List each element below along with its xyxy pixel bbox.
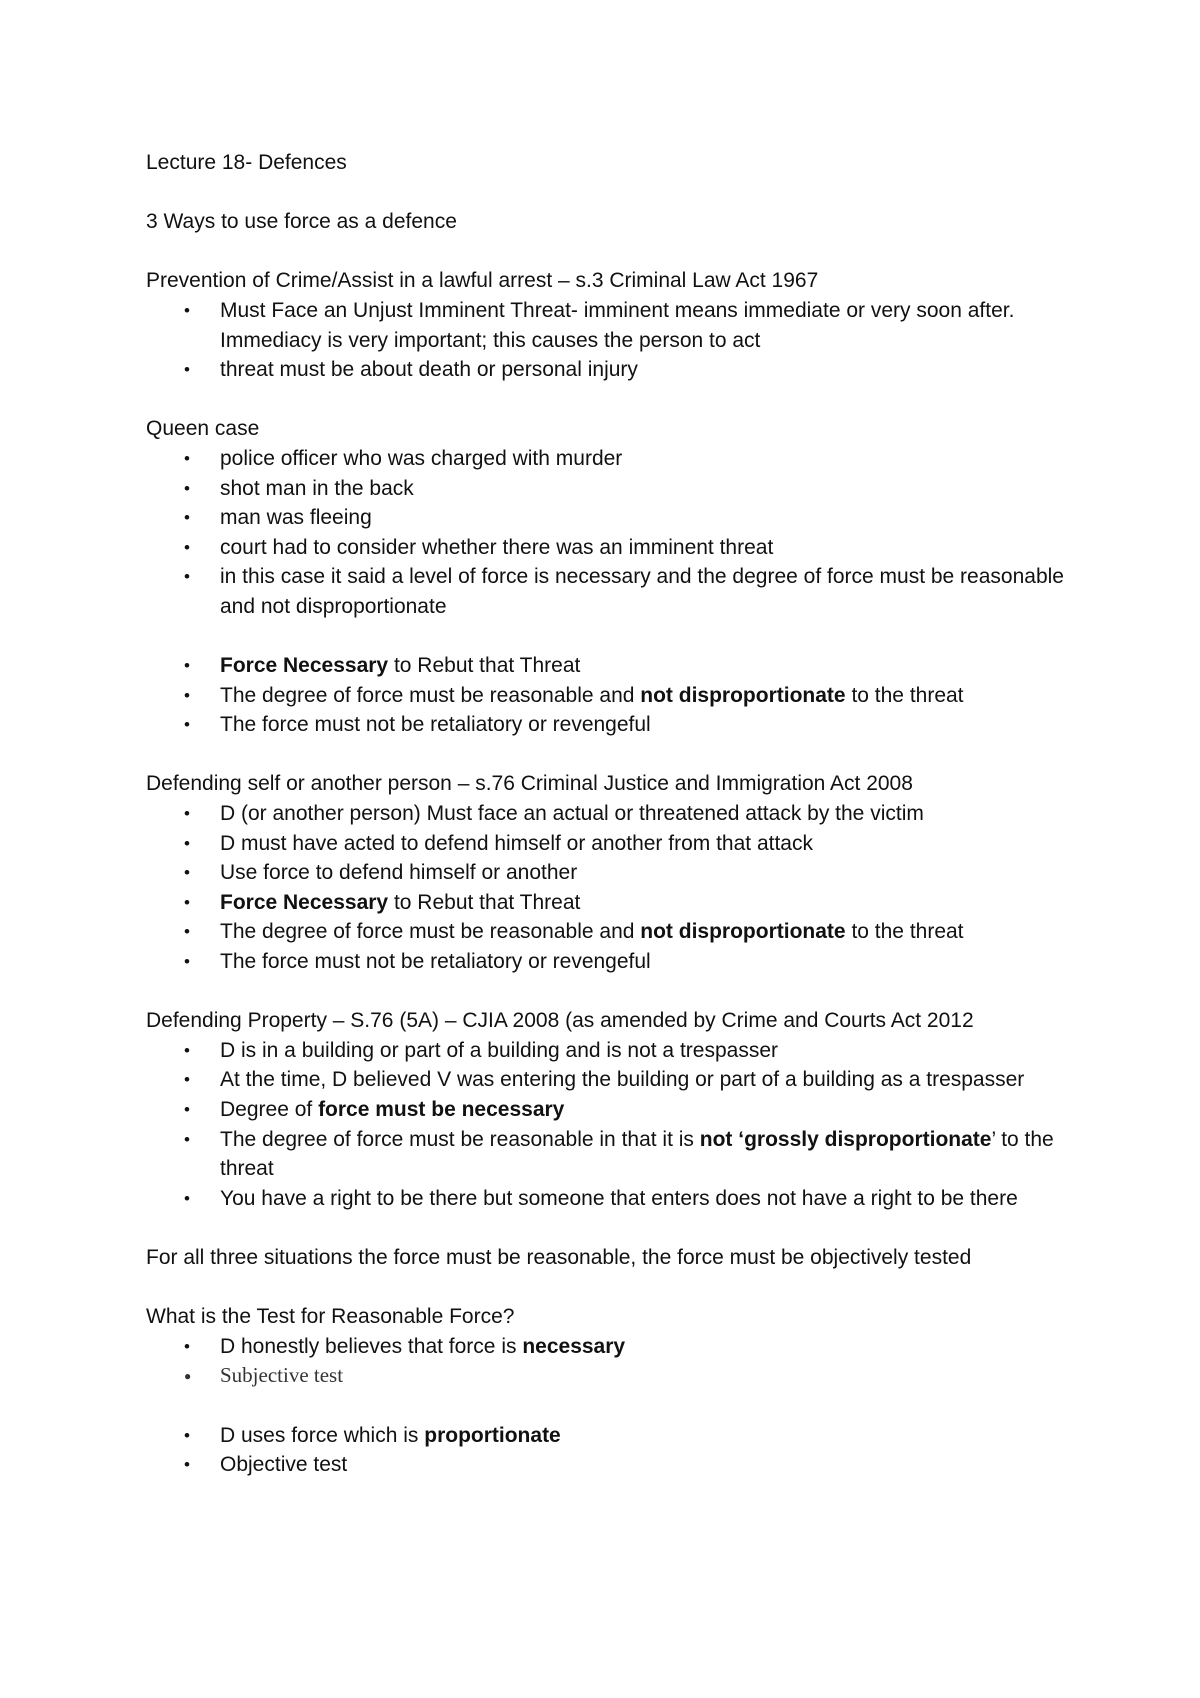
list-item: • Degree of force must be necessary (146, 1095, 1096, 1125)
list-item: • court had to consider whether there was an imminent threat (146, 533, 1096, 563)
section-property-heading: Defending Property – S.76 (5A) – CJIA 2008 (as amended by Crime and Courts Act 2012 (146, 1009, 974, 1033)
queen-case-list (146, 444, 1096, 622)
section-self-defence-list (146, 799, 1096, 977)
list-item: • police officer who was charged with murder (146, 444, 1096, 474)
document-title: Lecture 18- Defences (146, 151, 347, 174)
queen-case-criteria-list (146, 651, 1096, 740)
summary-line: For all three situations the force must be reasonable, the force must be objectively tested (146, 1245, 972, 1269)
list-item: • Must Face an Unjust Imminent Threat- imminent means immediate or very soon after. Immediacy is very important; this causes the person to act (146, 296, 1096, 355)
list-item: • D honestly believes that force is necessary (146, 1332, 1096, 1362)
list-item: • You have a right to be there but someone that enters does not have a right to be there (146, 1184, 1096, 1214)
list-item: • Force Necessary to Rebut that Threat (146, 651, 1096, 681)
test-list (146, 1332, 1096, 1391)
intro-line: 3 Ways to use force as a defence (146, 210, 457, 234)
list-item: • man was fleeing (146, 503, 1096, 533)
test-list-2 (146, 1421, 1096, 1480)
list-item: • D (or another person) Must face an actual or threatened attack by the victim (146, 799, 1096, 829)
list-item: • threat must be about death or personal injury (146, 355, 1096, 385)
test-heading: What is the Test for Reasonable Force? (146, 1305, 515, 1329)
list-item: • At the time, D believed V was entering the building or part of a building as a trespasser (146, 1065, 1096, 1095)
section-self-defence-heading: Defending self or another person – s.76 Criminal Justice and Immigration Act 2008 (146, 772, 913, 796)
document-page (146, 148, 1096, 1480)
section-prevention-heading: Prevention of Crime/Assist in a lawful arrest – s.3 Criminal Law Act 1967 (146, 269, 819, 293)
list-item: • shot man in the back (146, 474, 1096, 504)
list-item: • in this case it said a level of force is necessary and the degree of force must be reasonable and not disproportionate (146, 562, 1096, 621)
section-property-list (146, 1036, 1096, 1214)
queen-case-heading: Queen case (146, 417, 260, 441)
list-item: • D uses force which is proportionate (146, 1421, 1096, 1451)
list-item: ● Subjective test (146, 1361, 1096, 1391)
list-item: • The degree of force must be reasonable and not disproportionate to the threat (146, 917, 1096, 947)
list-item: • D is in a building or part of a building and is not a trespasser (146, 1036, 1096, 1066)
list-item: • The degree of force must be reasonable and not disproportionate to the threat (146, 681, 1096, 711)
section-prevention-list (146, 296, 1096, 385)
list-item: • D must have acted to defend himself or another from that attack (146, 829, 1096, 859)
list-item: • Objective test (146, 1450, 1096, 1480)
list-item: • Use force to defend himself or another (146, 858, 1096, 888)
list-item: • The force must not be retaliatory or revengeful (146, 710, 1096, 740)
list-item: • Force Necessary to Rebut that Threat (146, 888, 1096, 918)
list-item: • The force must not be retaliatory or revengeful (146, 947, 1096, 977)
list-item: • The degree of force must be reasonable in that it is not ‘grossly disproportionate’ to the threat (146, 1125, 1096, 1184)
